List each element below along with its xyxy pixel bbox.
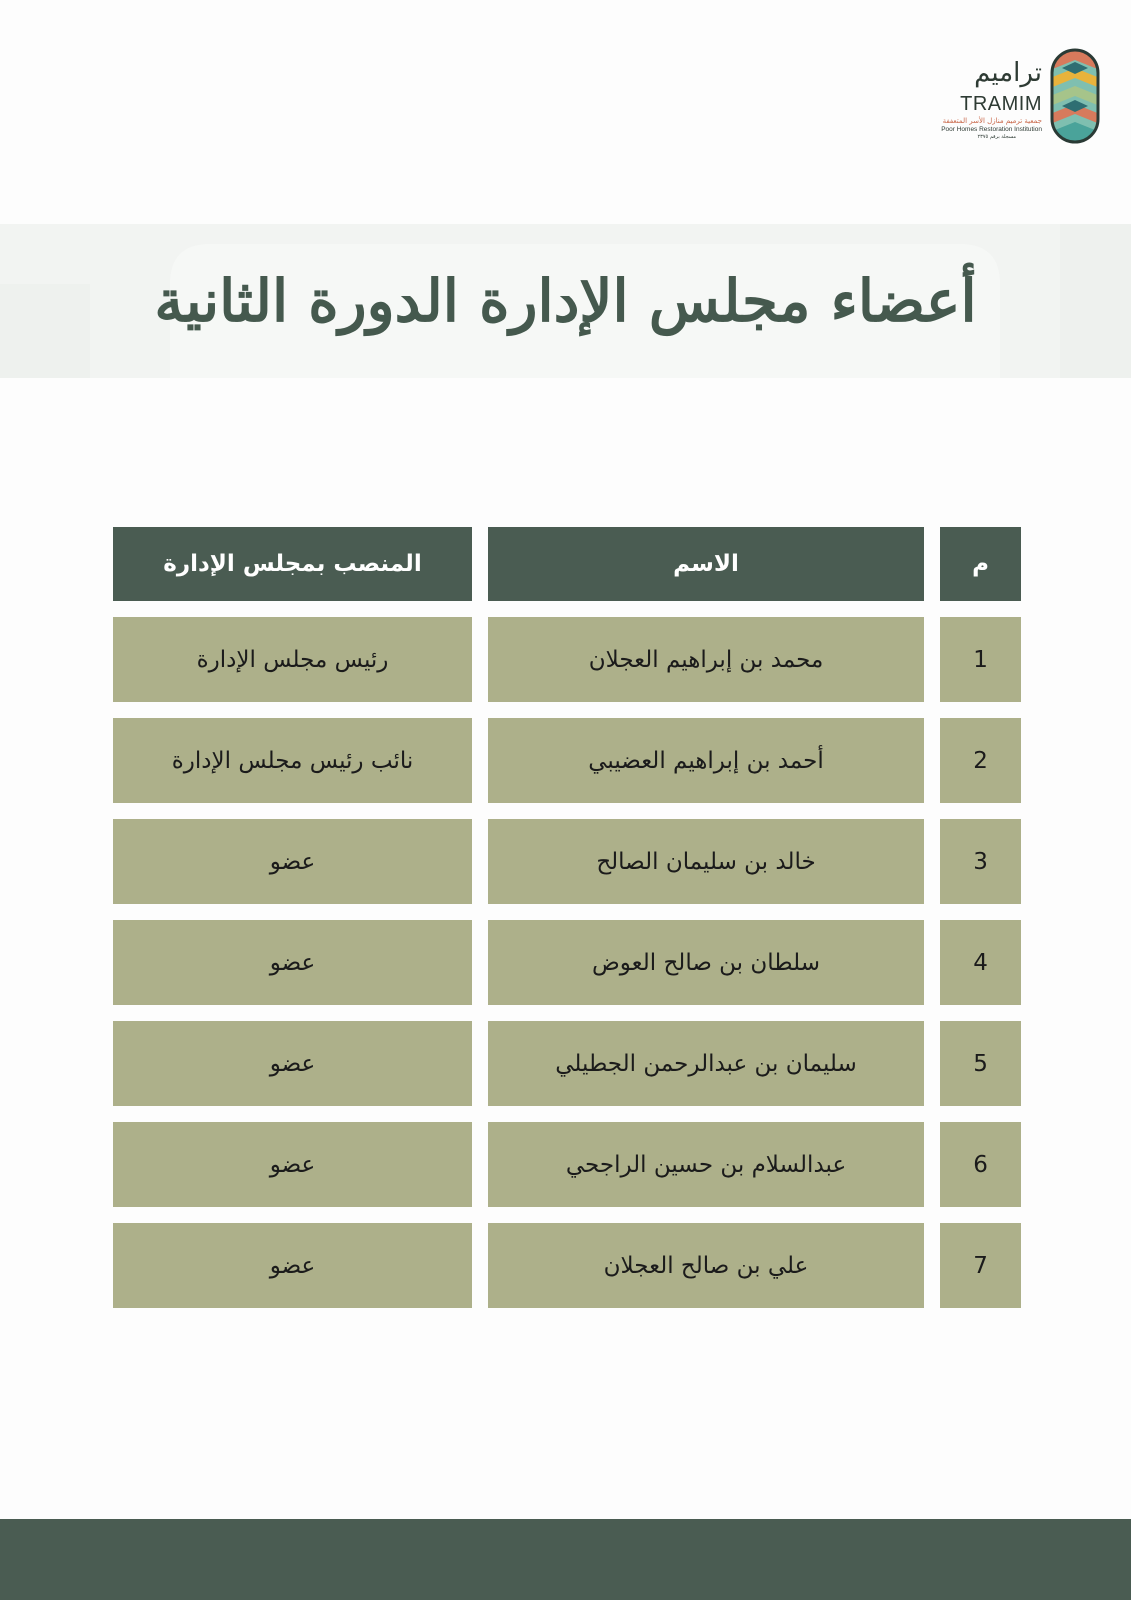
table-header-row	[113, 527, 1021, 601]
logo-emblem-icon	[1050, 48, 1100, 144]
row-position: عضو	[113, 920, 472, 1005]
header-name: الاسم	[488, 527, 924, 601]
board-members-table	[113, 527, 1021, 1324]
header-position: المنصب بمجلس الإدارة	[113, 527, 472, 601]
row-position: عضو	[113, 1223, 472, 1308]
footer-bar	[0, 1519, 1131, 1600]
row-number: 1	[940, 617, 1021, 702]
row-name: سليمان بن عبدالرحمن الجطيلي	[488, 1021, 924, 1106]
logo-subtitle-en: Poor Homes Restoration Institution	[941, 126, 1042, 133]
row-name: علي بن صالح العجلان	[488, 1223, 924, 1308]
row-position: عضو	[113, 819, 472, 904]
logo-name-en: TRAMIM	[960, 93, 1042, 115]
row-position: عضو	[113, 1122, 472, 1207]
table-row	[113, 617, 1021, 702]
row-name: سلطان بن صالح العوض	[488, 920, 924, 1005]
tramim-logo	[940, 48, 1100, 148]
row-number: 4	[940, 920, 1021, 1005]
table-row	[113, 1122, 1021, 1207]
row-position: نائب رئيس مجلس الإدارة	[113, 718, 472, 803]
header-number: م	[940, 527, 1021, 601]
row-name: محمد بن إبراهيم العجلان	[488, 617, 924, 702]
row-number: 7	[940, 1223, 1021, 1308]
row-position: رئيس مجلس الإدارة	[113, 617, 472, 702]
table-row	[113, 1223, 1021, 1308]
title-banner	[0, 224, 1131, 378]
table-row	[113, 718, 1021, 803]
row-number: 5	[940, 1021, 1021, 1106]
row-number: 6	[940, 1122, 1021, 1207]
table-row	[113, 1021, 1021, 1106]
row-name: أحمد بن إبراهيم العضيبي	[488, 718, 924, 803]
logo-registration: مسجلة برقم ٢٣٧٥	[977, 134, 1016, 140]
table-row	[113, 920, 1021, 1005]
row-number: 2	[940, 718, 1021, 803]
table-row	[113, 819, 1021, 904]
row-name: خالد بن سليمان الصالح	[488, 819, 924, 904]
logo-name-ar: ترام‍يم	[974, 58, 1042, 88]
page-title: أعضاء مجلس الإدارة الدورة الثانية	[154, 267, 977, 335]
row-name: عبدالسلام بن حسين الراجحي	[488, 1122, 924, 1207]
logo-subtitle-ar: جمعية ترميم منازل الأسر المتعففة	[942, 117, 1042, 125]
row-number: 3	[940, 819, 1021, 904]
row-position: عضو	[113, 1021, 472, 1106]
